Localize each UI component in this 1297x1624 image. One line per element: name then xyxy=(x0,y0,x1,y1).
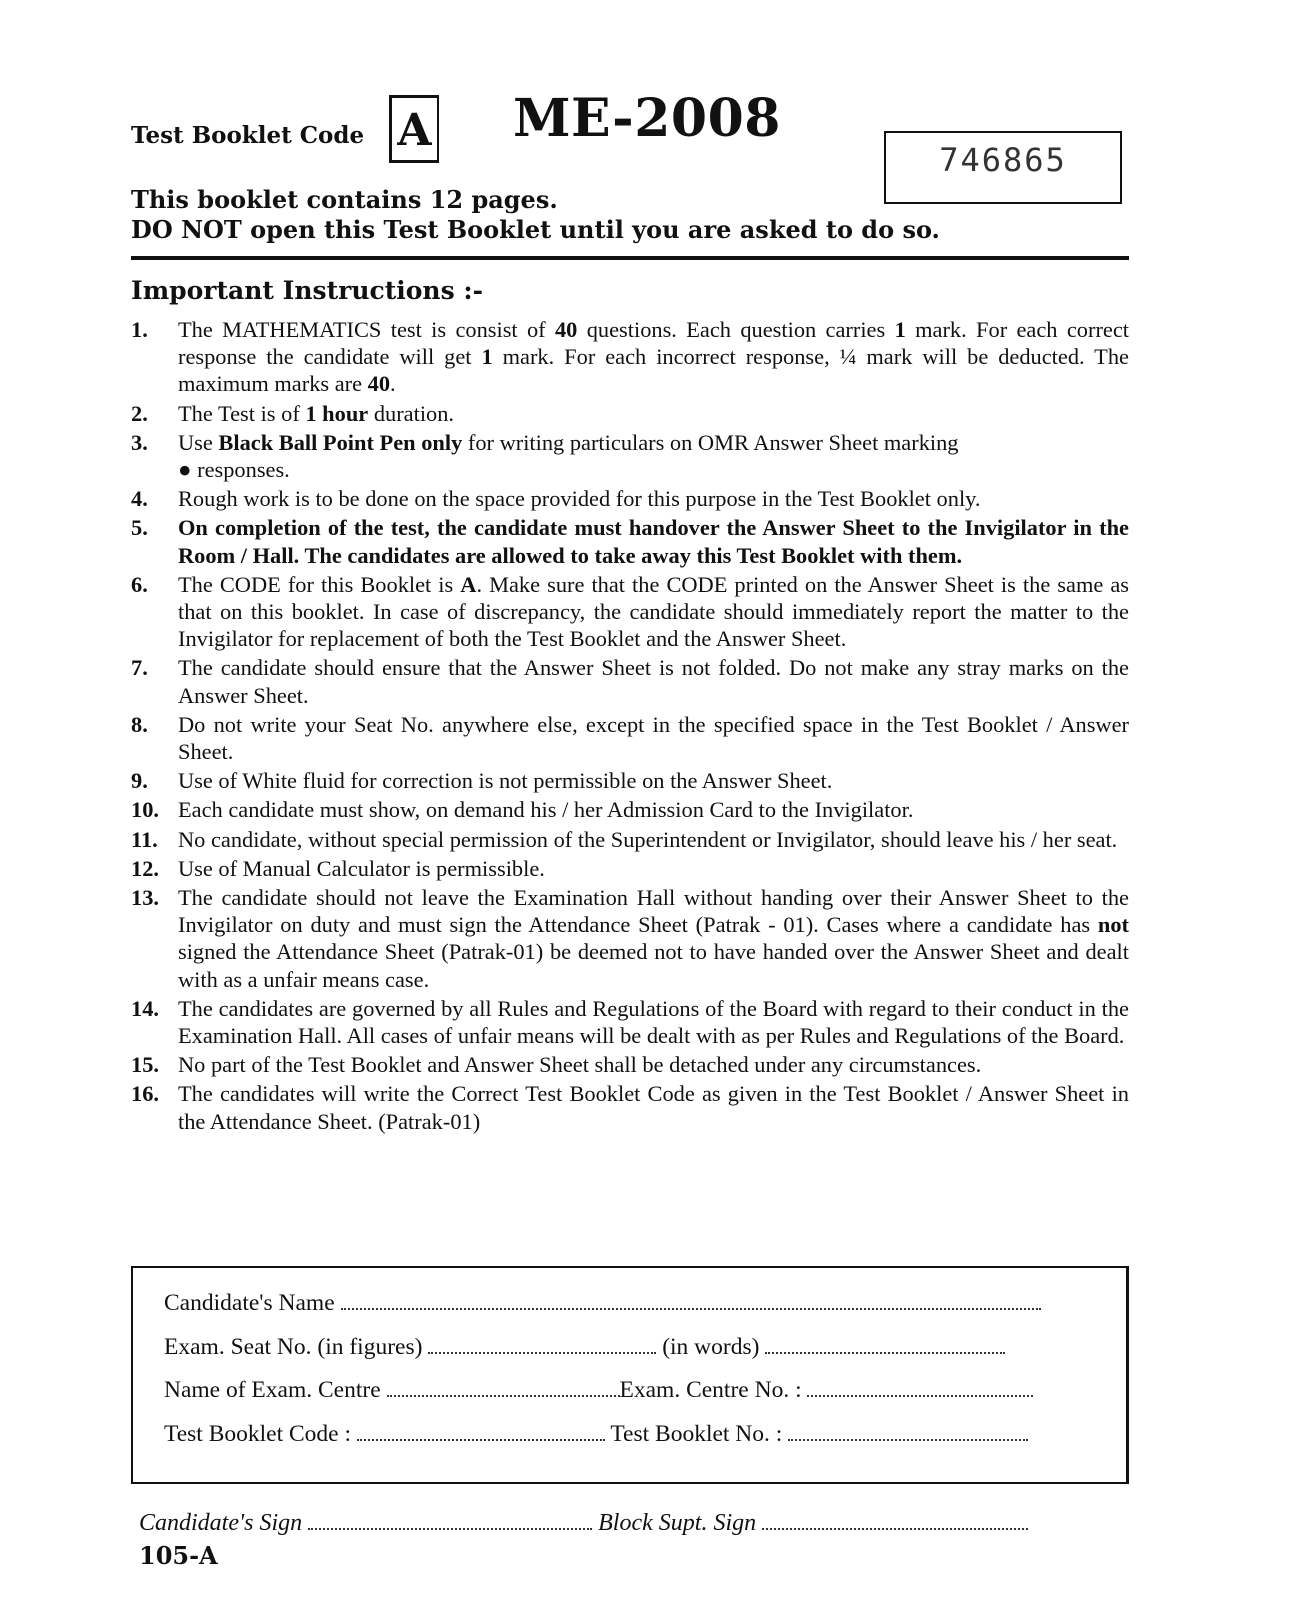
instruction-item xyxy=(131,826,1129,853)
pages-note: This booklet contains 12 pages. xyxy=(131,185,558,214)
instruction-number: 6. xyxy=(131,571,148,597)
instruction-text: The candidates are governed by all Rules and Regulations of the Board with regard to their conduct in the Examination Hall. All cases of unfair means will be dealt with as per Rules and Regulations of the Board. xyxy=(178,995,1129,1049)
instruction-number: 9. xyxy=(131,768,148,794)
exam-title: ME-2008 xyxy=(513,88,781,149)
booklet-code-label: Test Booklet Code : xyxy=(164,1421,351,1447)
candidate-name-row xyxy=(164,1290,1041,1317)
signature-row xyxy=(139,1510,1028,1537)
seat-no-figures-field[interactable] xyxy=(428,1336,656,1354)
instruction-number: 5. xyxy=(131,515,148,541)
exam-centre-name-field[interactable] xyxy=(387,1379,620,1397)
instruction-item xyxy=(131,767,1129,794)
instruction-number: 4. xyxy=(131,486,148,512)
exam-centre-no-label: Exam. Centre No. : xyxy=(619,1377,802,1403)
booklet-code-field[interactable] xyxy=(357,1423,605,1441)
serial-number-box: 746865 xyxy=(884,131,1122,204)
instruction-text: The candidate should not leave the Examination Hall without handing over their Answer Sheet to the Invigilator on duty and must sign the Attendance Sheet (Patrak - 01). Cases where a candidate has not signed the Attendance Sheet (Patrak-01) be deemed not to have handed over the Answer Sheet and dealt with as a unfair means case. xyxy=(178,885,1129,992)
instruction-text: Use Black Ball Point Pen only for writing particulars on OMR Answer Sheet marking ● responses. xyxy=(178,429,959,483)
instruction-text: The candidate should ensure that the Answer Sheet is not folded. Do not make any stray marks on the Answer Sheet. xyxy=(178,655,1129,708)
instruction-text: Use of Manual Calculator is permissible. xyxy=(178,855,545,881)
instruction-number: 15. xyxy=(131,1052,159,1078)
instruction-item xyxy=(131,485,1129,512)
instruction-item xyxy=(131,571,1129,653)
instruction-number: 13. xyxy=(131,885,159,911)
instruction-number: 7. xyxy=(131,655,148,681)
instruction-text: The MATHEMATICS test is consist of 40 questions. Each question carries 1 mark. For each correct response the candidate will get 1 mark. For each incorrect response, ¼ mark will be deducted. The maximum marks are 40. xyxy=(178,317,1129,397)
instruction-text: On completion of the test, the candidate must handover the Answer Sheet to the Invigilator in the Room / Hall. The candidates are allowed to take away this Test Booklet with them. xyxy=(178,515,1129,568)
instruction-number: 16. xyxy=(131,1081,159,1107)
instruction-text: Rough work is to be done on the space provided for this purpose in the Test Booklet only. xyxy=(178,486,981,512)
instruction-number: 8. xyxy=(131,711,148,737)
instruction-text: Each candidate must show, on demand his / her Admission Card to the Invigilator. xyxy=(178,797,914,823)
instructions-heading: Important Instructions :- xyxy=(131,276,483,305)
candidate-sign-field[interactable] xyxy=(308,1512,592,1530)
candidate-name-label: Candidate's Name xyxy=(164,1290,335,1316)
instruction-text: Do not write your Seat No. anywhere else, except in the specified space in the Test Booklet / Answer Sheet. xyxy=(178,711,1129,765)
footer-code: 105-A xyxy=(139,1541,218,1570)
test-booklet-code-label: Test Booklet Code xyxy=(131,122,365,149)
booklet-code-row xyxy=(164,1421,1028,1448)
instructions-list xyxy=(131,316,1129,1135)
instruction-text: No candidate, without special permission of the Superintendent or Invigilator, should leave his / her seat. xyxy=(178,826,1118,852)
candidate-details-box xyxy=(131,1266,1129,1484)
instruction-item xyxy=(131,1051,1129,1078)
seat-no-words-field[interactable] xyxy=(765,1336,1005,1354)
instruction-text: Use of White fluid for correction is not permissible on the Answer Sheet. xyxy=(178,768,833,794)
open-warning: DO NOT open this Test Booklet until you are asked to do so. xyxy=(131,215,940,244)
block-supt-sign-field[interactable] xyxy=(762,1512,1028,1530)
instruction-text: The candidates will write the Correct Test Booklet Code as given in the Test Booklet / Answer Sheet in the Attendance Sheet. (Patrak-01) xyxy=(178,1081,1129,1134)
booklet-no-field[interactable] xyxy=(788,1423,1028,1441)
seat-no-words-label: (in words) xyxy=(662,1334,760,1360)
exam-centre-name-label: Name of Exam. Centre xyxy=(164,1377,381,1403)
instruction-item xyxy=(131,654,1129,708)
instruction-number: 10. xyxy=(131,797,159,823)
instruction-item xyxy=(131,884,1129,993)
instruction-item xyxy=(131,429,1129,483)
test-booklet-code-box: A xyxy=(389,95,439,163)
seat-number-row xyxy=(164,1334,1005,1361)
seat-no-figures-label: Exam. Seat No. (in figures) xyxy=(164,1334,423,1360)
instruction-text: The Test is of 1 hour duration. xyxy=(178,400,455,426)
instruction-item xyxy=(131,1080,1129,1134)
exam-centre-row xyxy=(164,1377,1033,1404)
instruction-item xyxy=(131,855,1129,882)
instruction-number: 14. xyxy=(131,995,159,1021)
instruction-number: 2. xyxy=(131,400,148,426)
candidate-name-field[interactable] xyxy=(341,1292,1041,1310)
block-supt-sign-label: Block Supt. Sign xyxy=(598,1510,757,1536)
booklet-no-label: Test Booklet No. : xyxy=(610,1421,783,1447)
instruction-number: 12. xyxy=(131,855,159,881)
exam-centre-no-field[interactable] xyxy=(807,1379,1033,1397)
candidate-sign-label: Candidate's Sign xyxy=(139,1510,303,1536)
instruction-number: 3. xyxy=(131,429,148,455)
header-divider xyxy=(131,256,1129,260)
instruction-number: 1. xyxy=(131,317,148,342)
instruction-text: No part of the Test Booklet and Answer Sheet shall be detached under any circumstances. xyxy=(178,1052,982,1078)
instruction-item xyxy=(131,514,1129,568)
instruction-item xyxy=(131,711,1129,765)
instruction-item xyxy=(131,400,1129,427)
instruction-item xyxy=(131,796,1129,823)
instruction-text: The CODE for this Booklet is A. Make sure that the CODE printed on the Answer Sheet is the same as that on this booklet. In case of discrepancy, the candidate should immediately report the matter to the Invigilator for replacement of both the Test Booklet and the Answer Sheet. xyxy=(178,571,1129,652)
instruction-item xyxy=(131,995,1129,1049)
instruction-item xyxy=(131,316,1129,398)
instruction-number: 11. xyxy=(131,826,158,852)
